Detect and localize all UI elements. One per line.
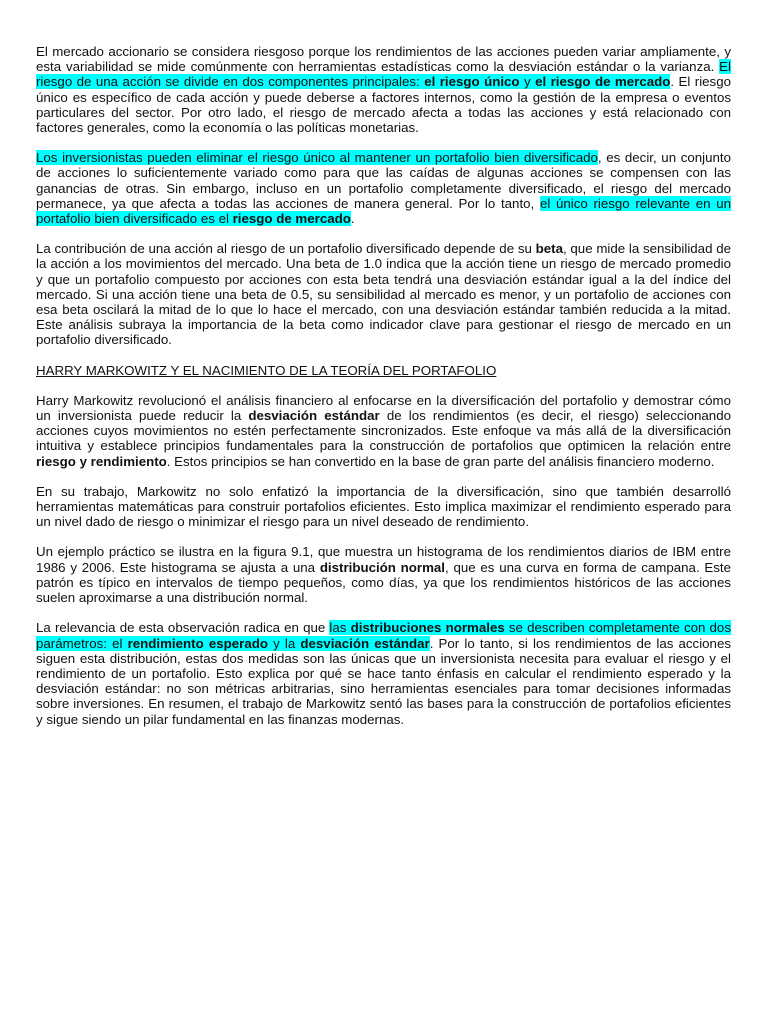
- text-span: El riesgo de una acción se divide en dos componentes principales:: [36, 59, 731, 90]
- paragraph-beta: [36, 241, 731, 347]
- text-span: . Estos principios se han convertido en la base de gran parte del análisis financiero moderno.: [166, 453, 715, 469]
- paragraph-diversification: [36, 150, 731, 226]
- highlighted-text: Los inversionistas pueden eliminar el riesgo único al mantener un portafolio bien diversificado: [36, 150, 598, 166]
- text-span: El mercado accionario se considera riesgoso porque los rendimientos de las acciones pueden variar ampliamente, y esta variabilidad se mide comúnmente con herramientas estadísticas como la desviación estándar o la varianza.: [36, 44, 731, 75]
- paragraph-ibm-histogram: [36, 544, 731, 605]
- text-span: .: [350, 211, 355, 227]
- paragraph-stock-market-risk: [36, 44, 731, 135]
- bold-term-unique-risk: el riesgo único: [424, 74, 520, 90]
- text-span: En su trabajo, Markowitz no solo enfatizó la importancia de la diversificación, sino que también desarrolló herramientas matemáticas para construir portafolios eficientes. Esto implica maximizar el rendimiento esperado para un nivel dado de riesgo o minimizar el riesgo para un nivel deseado de rendimiento.: [36, 483, 731, 530]
- bold-term-risk-return: riesgo y rendimiento: [36, 453, 167, 469]
- bold-term-expected-return: rendimiento esperado: [127, 635, 268, 651]
- bold-term-beta: beta: [535, 241, 563, 257]
- text-span: . El riesgo único es específico de cada acción y puede deberse a factores internos, como la gestión de la empresa o eventos particulares del sector. Por otro lado, el riesgo de mercado afecta a todas las acciones y está relacionado con factores generales, como la economía o las políticas monetarias.: [36, 74, 731, 136]
- text-span: se describen completamente con dos parámetros: el: [36, 620, 731, 651]
- bold-term-standard-deviation: desviación estándar: [248, 408, 380, 424]
- paragraph-efficient-portfolios: [36, 484, 731, 530]
- bold-term-market-risk: riesgo de mercado: [232, 211, 351, 227]
- text-span: el único riesgo relevante en un portafolio bien diversificado es el: [36, 195, 732, 227]
- text-span: La contribución de una acción al riesgo de un portafolio diversificado depende de su: [36, 241, 536, 257]
- text-span: Un ejemplo práctico se ilustra en la figura 9.1, que muestra un histograma de los rendimientos diarios de IBM entre 1986 y 2006. Este histograma se ajusta a una: [36, 544, 731, 575]
- bold-term-normal-distribution: distribución normal: [319, 559, 445, 575]
- bold-term-standard-deviation: desviación estándar: [300, 635, 430, 651]
- paragraph-markowitz: [36, 393, 731, 469]
- text-span: , que mide la sensibilidad de la acción a los movimientos del mercado. Una beta de 1.0 indica que la acción tiene un riesgo de mercado promedio y que un portafolio compuesto por acciones con esta beta tendrá una desviación estándar igual a la del índice del mercado. Si una acción tiene una beta de 0.5, su sensibilidad al mercado es menor, y un portafolio de acciones con esa beta oscilará la mitad de lo que lo hace el mercado, con una desviación estándar también reducida a la mitad. Este análisis subraya la importancia de la beta como indicador clave para gestionar el riesgo de mercado en un portafolio diversificado.: [36, 241, 731, 348]
- text-span: las: [329, 620, 351, 636]
- paragraph-normal-parameters: [36, 620, 731, 726]
- bold-term-normal-distributions: distribuciones normales: [350, 620, 505, 636]
- text-span: , que es una curva en forma de campana. Este patrón es típico en intervalos de tiempo pequeños, como días, ya que los rendimientos históricos de las acciones suelen aproximarse a una distribución normal.: [36, 559, 731, 606]
- document-page: [36, 44, 731, 742]
- text-span: . Por lo tanto, si los rendimientos de las acciones siguen esta distribución, estas dos medidas son las únicas que un inversionista necesita para evaluar el riesgo y el rendimiento de un portafolio. Esto explica por qué se hace tanto énfasis en calcular el rendimiento esperado y la desviación estándar: no son métricas arbitrarias, sino herramientas esenciales para tomar decisiones informadas sobre inversiones. En resumen, el trabajo de Markowitz sentó las bases para la construcción de portafolios eficientes y sigue siendo un pilar fundamental en las finanzas modernas.: [36, 635, 731, 727]
- section-heading: HARRY MARKOWITZ Y EL NACIMIENTO DE LA TEORÍA DEL PORTAFOLIO: [36, 362, 497, 378]
- text-span: y la: [267, 635, 301, 651]
- text-span: y: [519, 74, 536, 90]
- text-span: Harry Markowitz revolucionó el análisis financiero al enfocarse en la diversificación del portafolio y demostrar cómo un inversionista puede reducir la: [36, 392, 731, 424]
- bold-term-market-risk: el riesgo de mercado: [535, 74, 671, 90]
- text-span: , es decir, un conjunto de acciones lo suficientemente variado como para que las caídas de algunas acciones se compensen con las ganancias de otras. Sin embargo, incluso en un portafolio completamente diversificado, el riesgo del mercado permanece, ya que afecta a todas las acciones de manera general. Por lo tanto,: [36, 150, 731, 211]
- text-span: La relevancia de esta observación radica en que: [36, 620, 330, 636]
- text-span: de los rendimientos (es decir, el riesgo) seleccionando acciones cuyos movimientos no estén perfectamente sincronizados. Este enfoque va más allá de la diversificación intuitiva y establece principios fundamentales para la construcción de portafolios que optimicen la relación entre: [36, 408, 731, 454]
